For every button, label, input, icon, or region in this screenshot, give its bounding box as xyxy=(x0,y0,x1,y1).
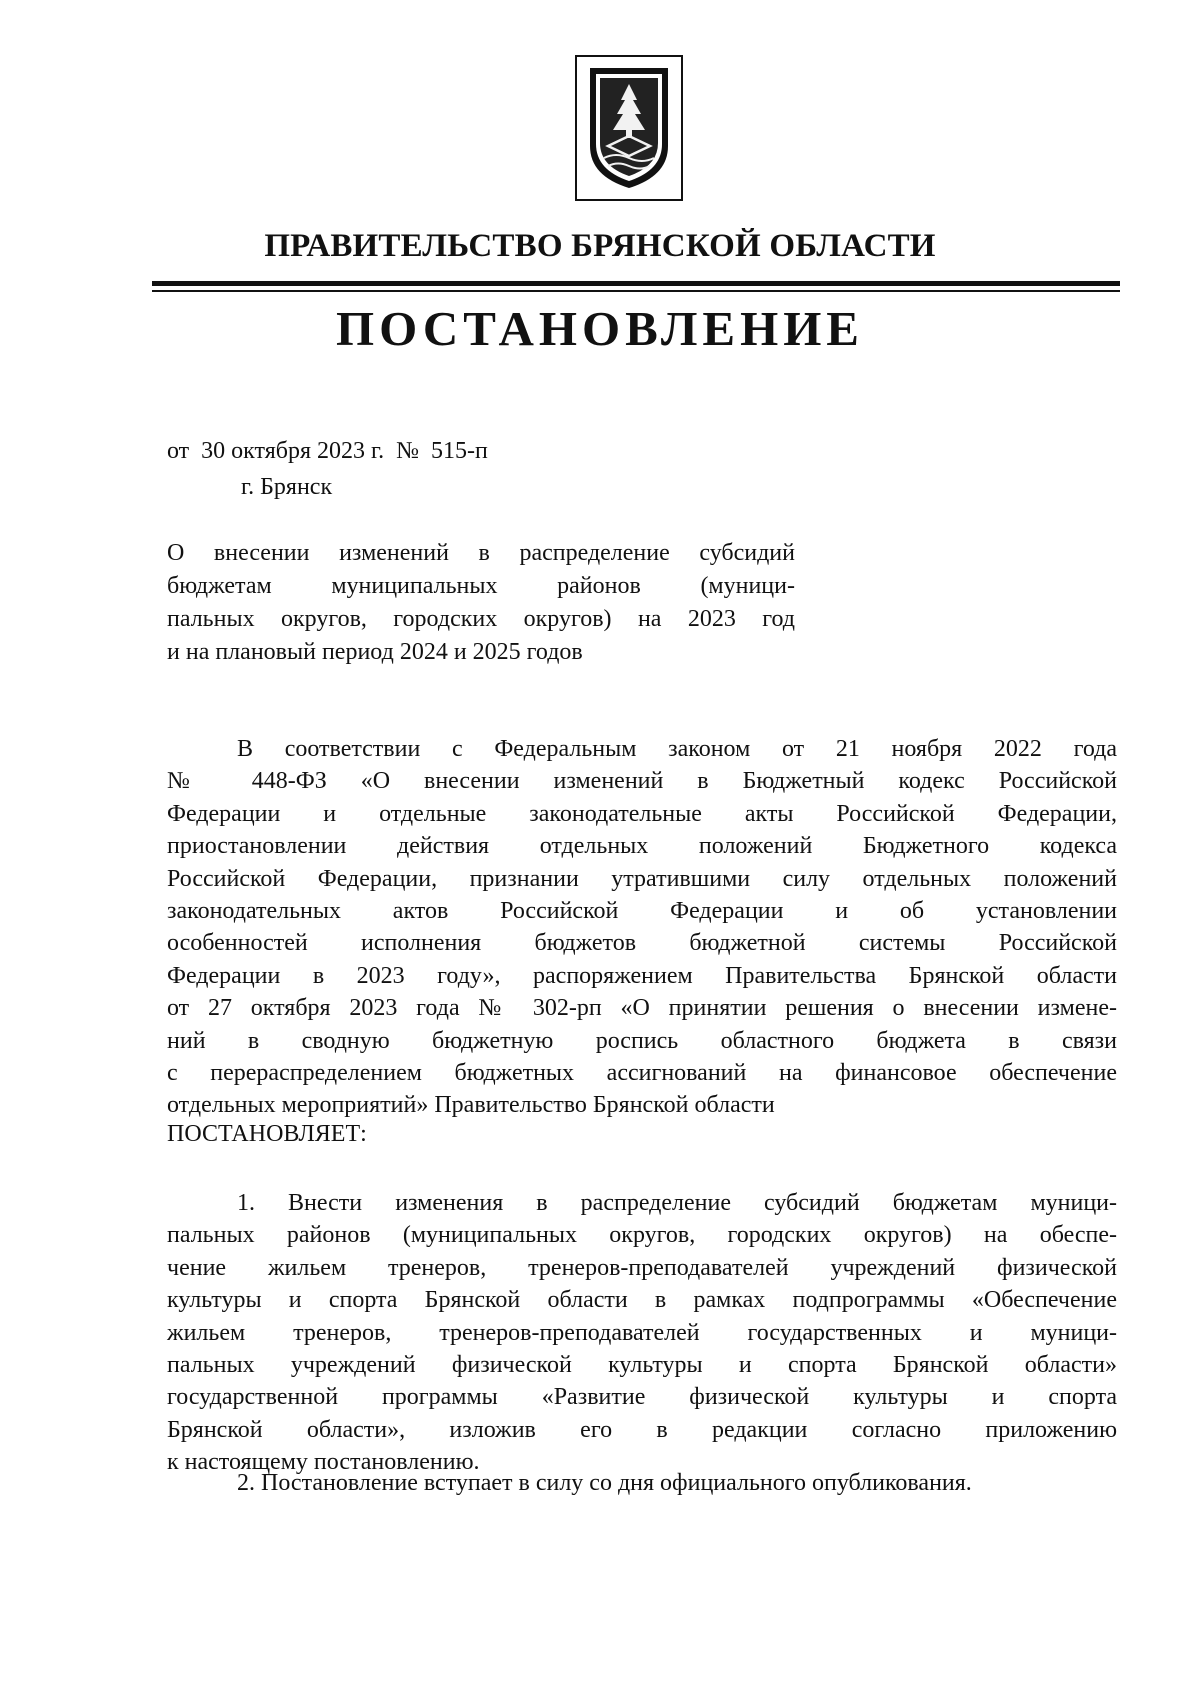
header-divider-thick xyxy=(152,281,1120,286)
subject-line: О внесении изменений в распределение субсидий xyxy=(167,540,795,566)
subject-line: пальных округов, городских округов) на 2023 год xyxy=(167,606,795,632)
preamble-line: приостановлении действия отдельных положений Бюджетного кодекса xyxy=(167,833,1117,860)
document-dateline: от 30 октября 2023 г. № 515-п xyxy=(167,438,488,464)
bryansk-coat-of-arms-icon xyxy=(574,54,684,202)
preamble-line: от 27 октября 2023 года № 302-рп «О принятии решения о внесении измене- xyxy=(167,995,1117,1022)
subject-line: и на плановый период 2024 и 2025 годов xyxy=(167,639,583,665)
coat-of-arms-emblem xyxy=(574,54,684,202)
document-subject xyxy=(167,537,795,669)
item-1-line: 1. Внести изменения в распределение субсидий бюджетам муници- xyxy=(237,1190,1117,1216)
document-type-title: ПОСТАНОВЛЕНИЕ xyxy=(336,301,864,356)
preamble-paragraph xyxy=(167,733,1117,1122)
item-1-line: Брянской области», изложив его в редакции согласно приложению xyxy=(167,1416,1117,1443)
subject-line: бюджетам муниципальных районов (муници- xyxy=(167,573,795,599)
header-divider-thin xyxy=(152,290,1120,292)
preamble-line: особенностей исполнения бюджетов бюджетной системы Российской xyxy=(167,930,1117,957)
preamble-line: с перераспределением бюджетных ассигнований на финансовое обеспечение xyxy=(167,1060,1117,1087)
preamble-line: Российской Федерации, признании утратившими силу отдельных положений xyxy=(167,865,1117,892)
preamble-line: ний в сводную бюджетную роспись областного бюджета в связи xyxy=(167,1027,1117,1054)
item-1-line: жильем тренеров, тренеров-преподавателей государственных и муници- xyxy=(167,1319,1117,1346)
preamble-line: Федерации и отдельные законодательные акты Российской Федерации, xyxy=(167,800,1117,827)
preamble-line: В соответствии с Федеральным законом от 21 ноября 2022 года xyxy=(237,736,1117,762)
item-1-paragraph xyxy=(167,1187,1117,1479)
document-city: г. Брянск xyxy=(241,474,333,500)
item-1-line: пальных районов (муниципальных округов, городских округов) на обеспе- xyxy=(167,1222,1117,1249)
item-1-line: чение жильем тренеров, тренеров-преподавателей учреждений физической xyxy=(167,1254,1117,1281)
organization-title: ПРАВИТЕЛЬСТВО БРЯНСКОЙ ОБЛАСТИ xyxy=(264,228,936,264)
item-1-line: государственной программы «Развитие физической культуры и спорта xyxy=(167,1384,1117,1411)
item-1-line: культуры и спорта Брянской области в рамках подпрограммы «Обеспечение xyxy=(167,1287,1117,1314)
item-2-paragraph: 2. Постановление вступает в силу со дня официального опубликования. xyxy=(237,1470,972,1496)
preamble-line: Федерации в 2023 году», распоряжением Правительства Брянской области xyxy=(167,962,1117,989)
resolves-heading: ПОСТАНОВЛЯЕТ: xyxy=(167,1121,367,1147)
preamble-line: отдельных мероприятий» Правительство Брянской области xyxy=(167,1092,775,1119)
preamble-line: законодательных актов Российской Федерации и об установлении xyxy=(167,898,1117,925)
item-1-line: к настоящему постановлению. xyxy=(167,1449,480,1476)
item-1-line: пальных учреждений физической культуры и спорта Брянской области» xyxy=(167,1352,1117,1379)
preamble-line: № 448-ФЗ «О внесении изменений в Бюджетный кодекс Российской xyxy=(167,768,1117,795)
